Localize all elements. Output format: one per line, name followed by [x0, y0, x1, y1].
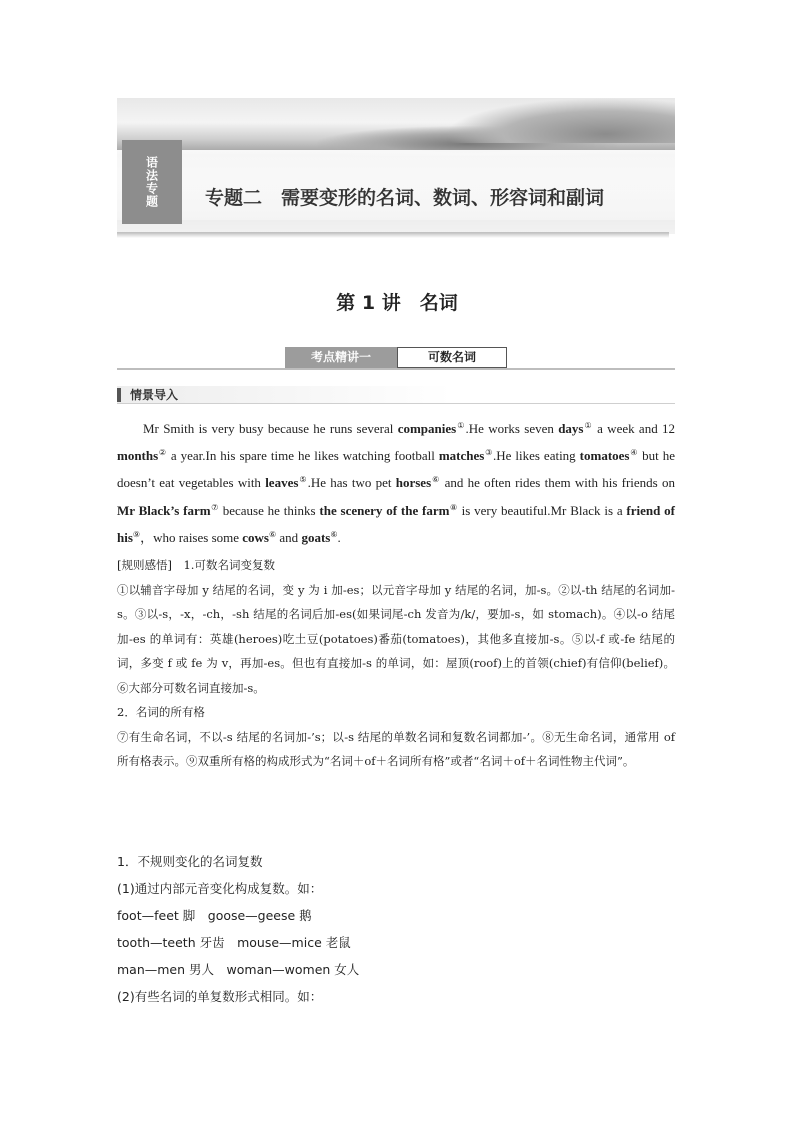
footnote-marker: ⑨ [132, 529, 141, 539]
footnote-marker: ① [456, 421, 466, 430]
highlighted-word: goats [301, 529, 331, 545]
highlighted-word: months [117, 448, 159, 464]
footnote-marker: ③ [484, 448, 493, 458]
heading-marker [117, 388, 121, 402]
intro-heading [117, 386, 675, 404]
section-bar [117, 346, 675, 370]
notes-section [117, 848, 675, 1010]
footnote-marker: ⑦ [210, 502, 219, 512]
notes-line: tooth—teeth 牙齿 mouse—mice 老鼠 [117, 935, 351, 950]
passage-paragraph [117, 415, 675, 551]
highlighted-word: horses [395, 475, 432, 491]
passage-text: because he thinks [218, 502, 320, 518]
passage-text: a week and 12 [592, 421, 676, 436]
lecture-title: 第 1 讲 名词 [336, 292, 458, 314]
notes-line: man—men 男人 woman—women 女人 [117, 962, 360, 977]
chapter-title: 专题二 需要变形的名词、数词、形容词和副词 [205, 187, 605, 209]
footnote-marker: ① [583, 421, 593, 430]
banner-rock-image [445, 98, 675, 143]
highlighted-word: companies [397, 421, 457, 436]
rule-paragraph: ①以辅音字母加 y 结尾的名词，变 y 为 i 加-es；以元音字母加 y 结尾的名词，加-s。②以-th 结尾的名词加-s。③以-s，-x，-ch，-sh 结尾的名词后加-es(如果词尾-ch 发音为/k/，要加-s，如 stomach)。④以-o 结尾加-es 的单词有：英雄(heroes)吃土豆(potatoes)番茄(tomatoes)，其他多直接加-s。⑤以-f 或-fe 结尾的词，多变 f 或 fe 为 v，再加-es。但也有直接加-s 的单词，如：屋顶(roof)上的首领(chief)有信仰(belief)。⑥大部分可数名词直接加-s。 [117, 582, 675, 695]
intro-passage [117, 415, 675, 551]
footnote-marker: ⑥ [268, 529, 277, 539]
passage-text: and [276, 529, 302, 545]
footnote-marker: ⑤ [298, 475, 308, 485]
passage-text: is very beautiful.Mr Black is a [457, 502, 627, 518]
highlighted-word: the scenery of the farm [319, 502, 450, 518]
section-topic: 可数名词 [397, 347, 507, 368]
passage-text: and he often rides them with his friends on [440, 475, 675, 491]
passage-text: .He likes eating [492, 448, 580, 464]
notes-line: (2)有些名词的单复数形式相同。如： [117, 989, 323, 1004]
passage-text: a year.In his spare time he likes watching football [166, 448, 439, 464]
rules-heading: [规则感悟] 1.可数名词变复数 [117, 558, 275, 572]
passage-text: . [337, 529, 341, 545]
highlighted-word: Mr Black’s farm [117, 502, 211, 518]
notes-line: (1)通过内部元音变化构成复数。如： [117, 881, 323, 896]
highlighted-word: tomatoes [579, 448, 630, 464]
banner-divider [117, 232, 669, 238]
highlighted-word: cows [242, 529, 269, 545]
passage-text: but he doesn’t eat vegetables with [117, 448, 676, 491]
rule-paragraph: ⑦有生命名词，不以-s 结尾的名词加-’s；以-s 结尾的单数名词和复数名词都加-’。⑧无生命名词，通常用 of 所有格表示。⑨双重所有格的构成形式为“名词＋of＋名词所有格”或者“名词＋of＋名词性物主代词”。 [117, 729, 675, 768]
footnote-marker: ④ [629, 448, 639, 458]
highlighted-word: matches [438, 448, 485, 464]
passage-text: .He has two pet [307, 475, 396, 491]
topic-tag [122, 140, 182, 224]
highlighted-word: leaves [265, 475, 299, 491]
topic-tag-label: 语法专题 [144, 156, 159, 208]
footnote-marker: ② [158, 448, 167, 458]
footnote-marker: ⑥ [330, 529, 338, 539]
passage-text: ，who raises some [140, 529, 243, 545]
notes-line: foot—feet 脚 goose—geese 鹅 [117, 908, 312, 923]
footnote-marker: ⑧ [449, 502, 458, 512]
passage-text: Mr Smith is very busy because he runs several [143, 421, 398, 436]
rules-section [117, 553, 675, 774]
footnote-marker: ⑥ [431, 475, 441, 485]
passage-text: .He works seven [465, 421, 559, 436]
intro-heading-label: 情景导入 [130, 388, 179, 402]
rules-subheading: 2．名词的所有格 [117, 705, 205, 719]
highlighted-word: friend of his [117, 502, 676, 545]
highlighted-word: days [558, 421, 584, 436]
section-label: 考点精讲一 [285, 347, 397, 368]
chapter-banner [117, 98, 675, 234]
notes-heading: 1．不规则变化的名词复数 [117, 854, 263, 869]
